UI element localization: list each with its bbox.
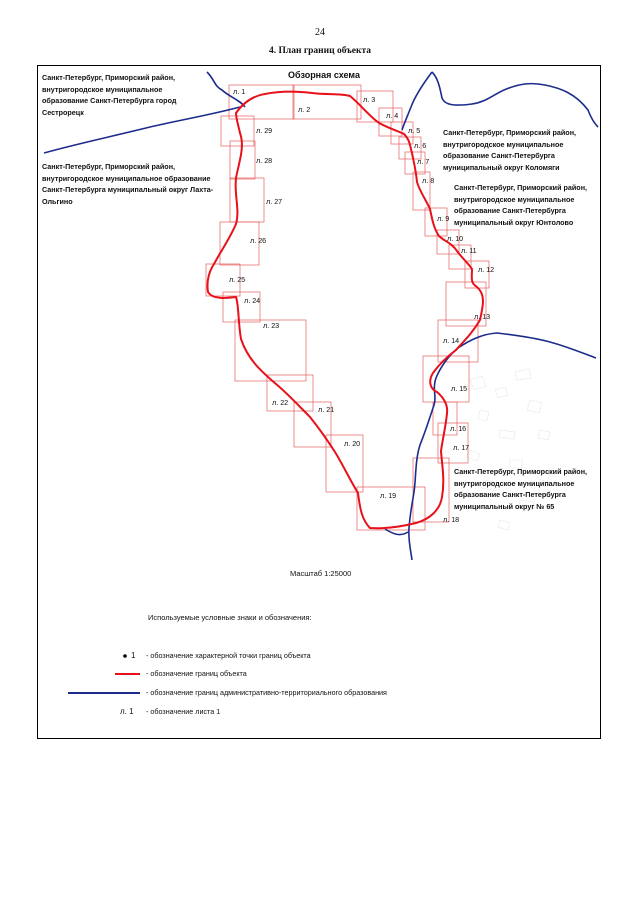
sheet-label: л. 13 [474, 312, 491, 321]
sheet-label: л. 15 [451, 384, 468, 393]
district-sestroretsk: Санкт-Петербург, Приморский район, внутригородское муниципальное образование Санкт-Петербурга город Сестрорецк [42, 73, 177, 117]
legend-boundary-desc: - обозначение границ объекта [146, 669, 247, 678]
sheet-label: л. 3 [363, 95, 376, 104]
sheet-label: л. 5 [408, 126, 421, 135]
sheet-label: л. 26 [250, 236, 267, 245]
sheet-label: л. 11 [461, 246, 477, 255]
point-marker-icon [123, 654, 127, 658]
sheet-label: л. 20 [344, 439, 361, 448]
sheet-label: л. 9 [437, 214, 450, 223]
page-number: 24 [315, 27, 325, 38]
section-title: 4. План границ объекта [269, 46, 371, 56]
sheet-label: л. 24 [244, 296, 261, 305]
legend-admin-desc: - обозначение границ административно-территориального образования [146, 688, 387, 697]
sheet-label: л. 16 [450, 424, 467, 433]
sheet-label: л. 12 [478, 265, 495, 274]
sheet-label: л. 29 [256, 126, 273, 135]
sheet-label: л. 23 [263, 321, 280, 330]
sheet-label: л. 21 [318, 405, 335, 414]
sheet-label: л. 22 [272, 398, 289, 407]
sheet-label: л. 17 [453, 443, 470, 452]
district-lakhta: Санкт-Петербург, Приморский район, внутригородское муниципальное образование Санкт-Петербурга муниципальный округ Лахта-Ольгино [42, 162, 214, 206]
legend-point-key: 1 [131, 651, 136, 660]
sheet-label: л. 8 [422, 176, 435, 185]
district-kolomyagi: Санкт-Петербург, Приморский район, внутригородское муниципальное образование Санкт-Петербурга муниципальный округ Коломяги [443, 128, 577, 172]
map-scale: Масштаб 1:25000 [290, 569, 352, 578]
sheet-label: л. 1 [233, 87, 246, 96]
sheet-label: л. 28 [256, 156, 273, 165]
sheet-label: л. 4 [386, 111, 399, 120]
legend-point-desc: - обозначение характерной точки границ объекта [146, 651, 311, 660]
sheet-label: л. 14 [443, 336, 460, 345]
legend-sheet-desc: - обозначение листа 1 [146, 707, 221, 716]
sheet-label: л. 7 [417, 157, 430, 166]
district-mo65: Санкт-Петербург, Приморский район, внутригородское муниципальное образование Санкт-Петербурга муниципальный округ № 65 [454, 467, 588, 511]
legend-sheet-key: л. 1 [120, 707, 134, 716]
map-title: Обзорная схема [288, 70, 360, 80]
sheet-label: л. 27 [266, 197, 283, 206]
sheet-label: л. 2 [298, 105, 311, 114]
legend-symbols [68, 654, 140, 693]
sheet-label: л. 10 [447, 234, 464, 243]
legend-title: Используемые условные знаки и обозначения: [148, 613, 312, 622]
district-yuntolovo: Санкт-Петербург, Приморский район, внутригородское муниципальное образование Санкт-Петербурга муниципальный округ Юнтолово [454, 183, 588, 227]
sheet-label: л. 6 [414, 141, 427, 150]
sheet-label: л. 25 [229, 275, 246, 284]
sheet-label: л. 18 [443, 515, 460, 524]
object-boundary [207, 92, 483, 529]
sheet-label: л. 19 [380, 491, 397, 500]
